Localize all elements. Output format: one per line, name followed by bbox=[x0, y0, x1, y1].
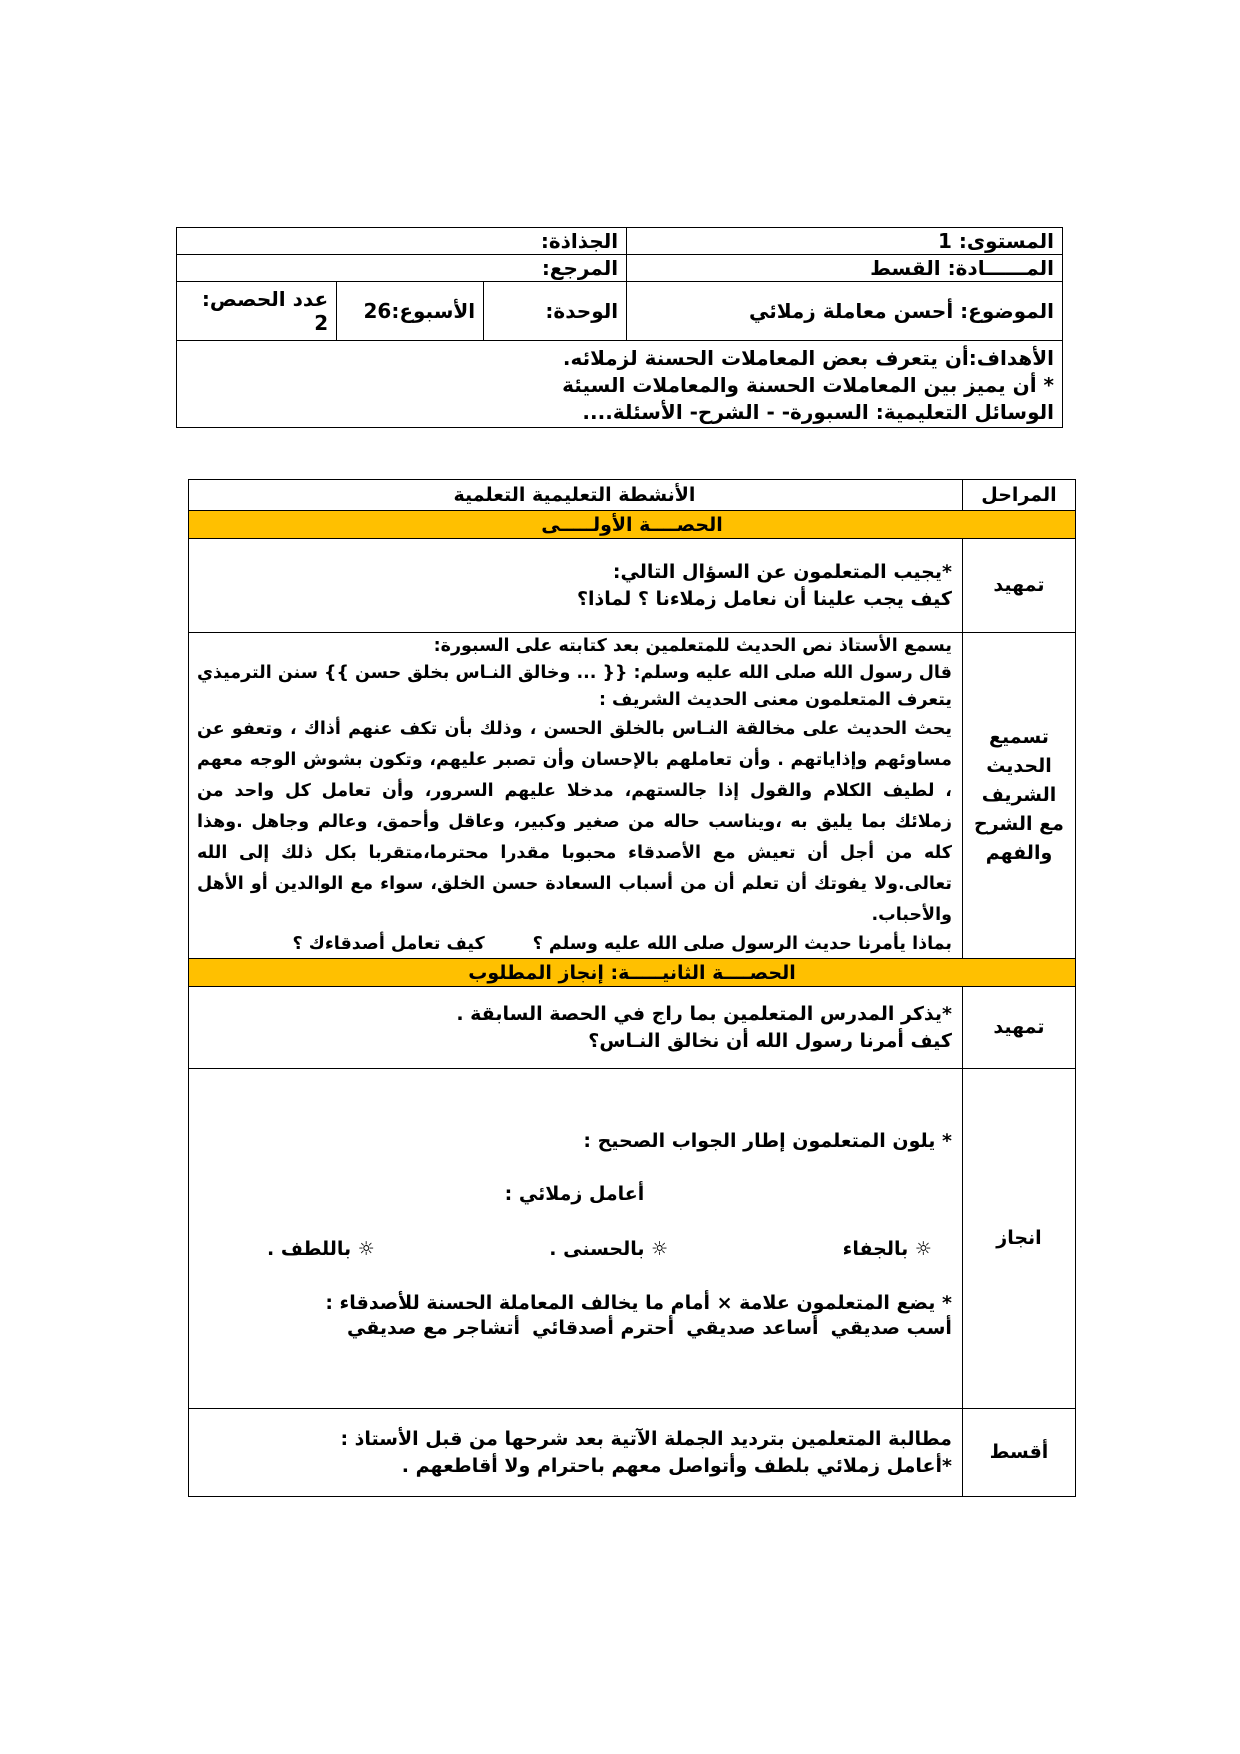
behavior-item[interactable]: أحترم أصدقائي bbox=[532, 1317, 675, 1339]
oath-content: مطالبة المتعلمين بترديد الجملة الآتية بعد شرحها من قبل الأستاذ : *أعامل زملائي بلطف وأتواصل معهم باحترام ولا أقاطعهم . bbox=[189, 1409, 963, 1497]
school-cell: الجذاذة: bbox=[177, 228, 627, 255]
sun-icon: ☼ bbox=[914, 1238, 932, 1260]
behavior-list bbox=[197, 1317, 952, 1339]
achievement-prompt: أعامل زملائي : bbox=[504, 1183, 645, 1205]
hadith-text: قال رسول الله صلى الله عليه وسلم: {{ ... وخالق النـاس بخلق حسن }} سنن الترميذي bbox=[197, 663, 952, 683]
objectives-line-1: الأهداف:أن يتعرف بعض المعاملات الحسنة لزملائه. bbox=[562, 345, 1054, 370]
hadith-explanation: يحث الحديث على مخالقة النـاس بالخلق الحسن ، وذلك بأن تكف عنهم أذاك ، وتعفو عن مساوئهم وإذاياتهم . وأن تعاملهم بالإحسان وأن تصبر عليهم، وتكون بشوش الوجه معهم ، لطيف الكلام والقول إذا جالستهم، مدخلا عليهم السرور، وأن تعامل كل واحد من زملائك بما يليق به ،ويناسب حاله من صغير وكبير، وعاقل وأحمق، وعالم وجاهل .وهذا كله من أجل أن تعيش مع الأصدقاء محبوبا مقدرا محترما،متقربا بكل ذلك إلى الله تعالى.ولا يفوتك أن تعلم أن من أسباب السعادة حسن الخلق، سواء مع الوالدين أو الأهل والأحباب. bbox=[197, 719, 952, 925]
achievement-content: * يلون المتعلمون إطار الجواب الصحيح : أعامل زملائي : ☼ بالجفاء ☼ بالحسنى . ☼ باللطف . * يضع المتعلمون علامة × أمام ما يخالف المعاملة الحسنة للأصدقاء : أسب صديقي أساعد صديقي أحترم أصدقائي أتشاجر مع صديقي bbox=[189, 1069, 963, 1409]
behavior-item[interactable]: أسب صديقي bbox=[830, 1317, 952, 1339]
unit-cell: الوحدة: bbox=[484, 282, 627, 341]
session-1-band: الحصــــة الأولـــــى bbox=[189, 511, 1076, 539]
topic-cell: الموضوع: أحسن معاملة زملائي bbox=[627, 282, 1063, 341]
session-2-band: الحصــــة الثانيـــــة: إنجاز المطلوب bbox=[189, 959, 1076, 987]
teaching-means-line: الوسائل التعليمية: السبورة- - الشرح- الأسئلة.... bbox=[582, 399, 1054, 424]
choice-gentleness[interactable]: ☼ باللطف . bbox=[267, 1238, 375, 1260]
stage-oath: أقسط bbox=[962, 1409, 1075, 1497]
sun-icon: ☼ bbox=[651, 1238, 669, 1260]
hadith-content: يسمع الأستاذ نص الحديث للمتعلمين بعد كتابته على السبورة: قال رسول الله صلى الله عليه وسلم: {{ ... وخالق النـاس بخلق حسن }} سنن الترميذي يتعرف المتعلمون معنى الحديث الشريف : يحث الحديث على مخالقة النـاس بالخلق الحسن ، وذلك بأن تكف عنهم أذاك ، وتعفو عن مساوئهم وإذاياتهم . وأن تعاملهم بالإحسان وأن تصبر عليهم، وتكون بشوش الوجه معهم ، لطيف الكلام والقول إذا جالستهم، مدخلا عليهم السرور، وأن تعامل كل واحد من زملائك بما يليق به ،ويناسب حاله من صغير وكبير، وعاقل وأحمق، وعالم وجاهل .وهذا كله من أجل أن تعيش مع الأصدقاء محبوبا مقدرا محترما،متقربا بكل ذلك إلى الله تعالى.ولا يفوتك أن تعلم أن من أسباب السعادة حسن الخلق، سواء مع الوالدين أو الأهل والأحباب. بماذا يأمرنا حديث الرسول صلى الله عليه وسلم ؟كيف تعامل أصدقاءك ؟ bbox=[189, 633, 963, 959]
choice-kindness[interactable]: ☼ بالحسنى . bbox=[549, 1238, 669, 1260]
reference-cell: المرجع: bbox=[177, 255, 627, 282]
answer-choices bbox=[197, 1238, 952, 1260]
sessions-count-cell: عدد الحصص: 2 bbox=[177, 282, 337, 341]
activities-table bbox=[188, 479, 1076, 1497]
intro-2-content: *يذكر المدرس المتعلمين بما راج في الحصة السابقة . كيف أمرنا رسول الله أن نخالق النـاس؟ bbox=[189, 987, 963, 1069]
week-cell: الأسبوع:26 bbox=[337, 282, 484, 341]
stage-intro-2: تمهيد bbox=[962, 987, 1075, 1069]
level-cell: المستوى: 1 bbox=[627, 228, 1063, 255]
sun-icon: ☼ bbox=[357, 1238, 375, 1260]
lesson-info-table bbox=[176, 227, 1063, 428]
subject-cell: المــــــادة: القسط bbox=[627, 255, 1063, 282]
objectives-cell bbox=[177, 341, 1063, 428]
intro-1-content: *يجيب المتعلمون عن السؤال التالي: كيف يجب علينا أن نعامل زملاءنا ؟ لماذا؟ bbox=[189, 539, 963, 633]
stage-intro-1: تمهيد bbox=[962, 539, 1075, 633]
stages-header: المراحل bbox=[962, 480, 1075, 511]
choice-harshness[interactable]: ☼ بالجفاء bbox=[842, 1238, 932, 1260]
hadith-questions: بماذا يأمرنا حديث الرسول صلى الله عليه وسلم ؟كيف تعامل أصدقاءك ؟ bbox=[292, 934, 952, 954]
activities-header: الأنشطة التعليمية التعلمية bbox=[189, 480, 963, 511]
stage-hadith: تسميع الحديث الشريف مع الشرح والفهم bbox=[962, 633, 1075, 959]
objectives-line-2: * أن يميز بين المعاملات الحسنة والمعاملات السيئة bbox=[562, 372, 1054, 397]
stage-achievement: انجاز bbox=[962, 1069, 1075, 1409]
behavior-item[interactable]: أساعد صديقي bbox=[686, 1317, 819, 1339]
behavior-item[interactable]: أتشاجر مع صديقي bbox=[347, 1317, 520, 1339]
